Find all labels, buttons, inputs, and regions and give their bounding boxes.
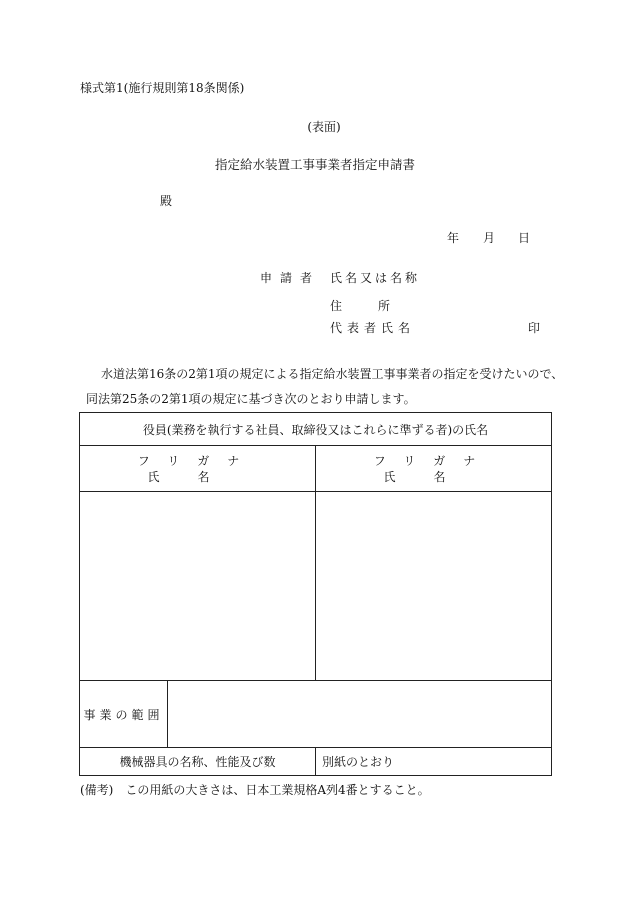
document-title: 指定給水装置工事事業者指定申請書 (214, 157, 415, 172)
officer-names-input-right[interactable] (316, 492, 552, 681)
name-label: 氏名 (383, 469, 484, 484)
name-label: 氏名 (147, 469, 248, 484)
officer-name-header-right (316, 446, 552, 492)
addressee-honorific: 殿 (160, 194, 173, 208)
equipment-value: 別紙のとおり (316, 748, 552, 776)
side-label: (表面) (307, 120, 341, 134)
application-table (79, 412, 552, 776)
equipment-label: 機械器具の名称、性能及び数 (80, 748, 316, 776)
officer-name-header-left (80, 446, 316, 492)
applicant-name-label: 氏名又は名称 (330, 271, 421, 285)
officers-header: 役員(業務を執行する社員、取締役又はこれらに準ずる者)の氏名 (80, 413, 552, 446)
business-scope-label: 事業の範囲 (80, 681, 168, 748)
body-text-line-2: 同法第25条の2第1項の規定に基づき次のとおり申請します。 (86, 392, 416, 406)
officer-names-input-left[interactable] (80, 492, 316, 681)
date-year-label: 年 (447, 231, 460, 245)
date-day-label: 日 (518, 231, 531, 245)
body-text-line-1: 水道法第16条の2第1項の規定による指定給水装置工事事業者の指定を受けたいので、 (101, 367, 564, 381)
remarks-note: (備考) この用紙の大きさは、日本工業規格A列4番とすること。 (80, 783, 430, 797)
business-scope-input[interactable] (168, 681, 552, 748)
seal-mark: 印 (528, 321, 541, 335)
applicant-representative-label: 代表者氏名 (330, 321, 416, 335)
applicant-address-label: 住 所 (330, 299, 395, 313)
date-month-label: 月 (483, 231, 496, 245)
furigana-label: フリガナ (137, 453, 258, 468)
applicant-label: 申請者 (260, 271, 321, 285)
form-number-label: 様式第1(施行規則第18条関係) (80, 81, 245, 95)
furigana-label: フリガナ (373, 453, 494, 468)
